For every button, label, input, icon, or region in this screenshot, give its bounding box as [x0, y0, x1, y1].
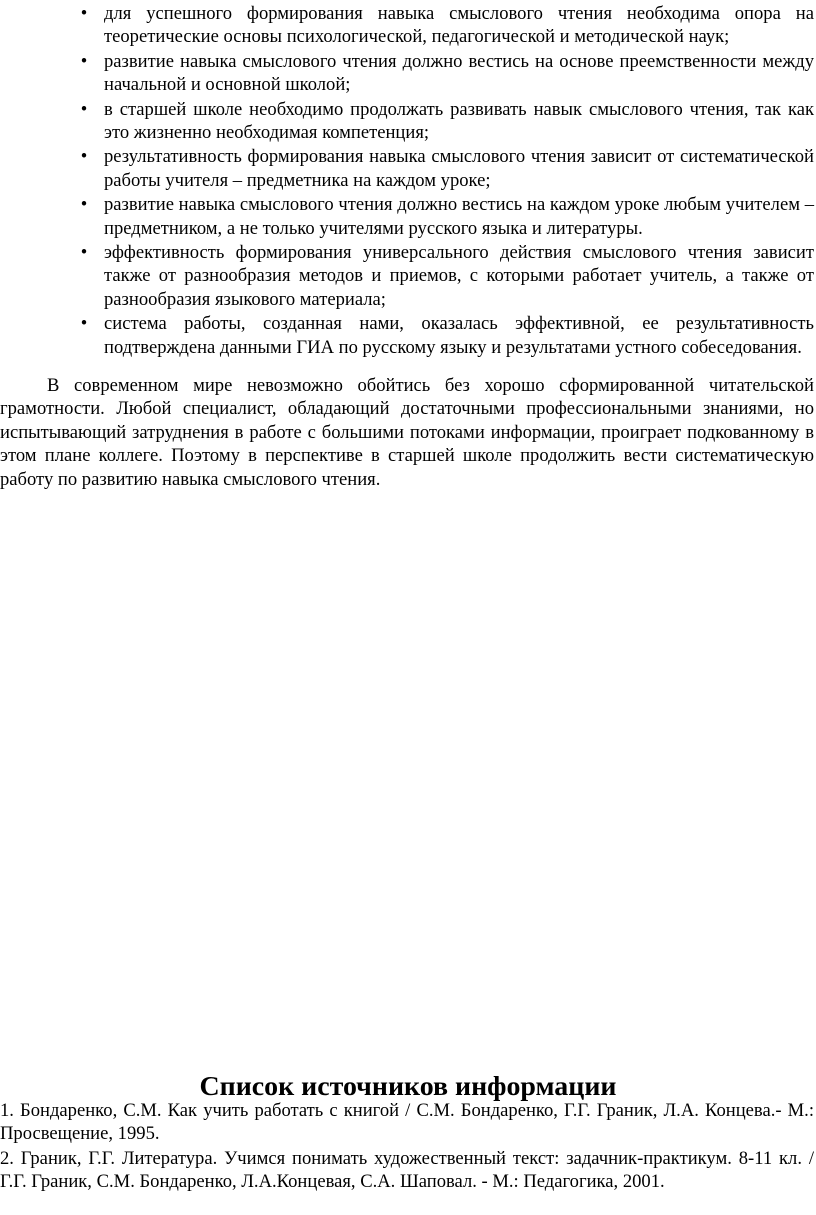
source-item: 2. Граник, Г.Г. Литература. Учимся понимать художественный текст: задачник-практикум. 8-11 кл. / Г.Г. Граник, С.М. Бондаренко, Л.А.Концевая, С.А. Шаповал. - М.: Педагогика, 2001. [0, 1147, 814, 1193]
list-item-text: результативность формирования навыка смыслового чтения зависит от систематической работы учителя – предметника на каждом уроке; [104, 146, 814, 191]
body-paragraph: В современном мире невозможно обойтись без хорошо сформированной читательской грамотности. Любой специалист, обладающий достаточными профессиональными знаниями, но испытывающий затруднения в работе с большими потоками информации, проиграет подкованному в этом плане коллеге. Поэтому в перспективе в старшей школе продолжить вести систематическую работу по развитию навыка смыслового чтения. [0, 375, 814, 490]
bullet-icon: • [80, 313, 88, 335]
sources-title: Список источников информации [199, 1071, 617, 1102]
list-item-text: система работы, созданная нами, оказалась эффективной, ее результативность подтверждена данными ГИА по русскому языку и результатами устного собеседования. [104, 313, 814, 358]
list-item-text: в старшей школе необходимо продолжать развивать навык смыслового чтения, так как это жизненно необходимая компетенция; [104, 98, 814, 144]
list-item [0, 145, 814, 192]
list-item [0, 312, 814, 359]
list-item-text: развитие навыка смыслового чтения должно вестись на каждом уроке любым учителем – предметником, а не только учителями русского языка и литературы. [104, 194, 814, 239]
bullet-icon: • [80, 3, 88, 24]
sources-list [0, 1099, 814, 1195]
list-item [0, 2, 814, 49]
list-item [0, 50, 814, 97]
list-item [0, 98, 814, 145]
bullet-icon: • [80, 98, 88, 120]
conclusions-list [0, 2, 814, 360]
list-item [0, 241, 814, 311]
list-item-text: эффективность формирования универсального действия смыслового чтения зависит также от разнообразия методов и приемов, с которыми работает учитель, а также от разнообразия языкового материала; [104, 242, 814, 310]
bullet-icon: • [80, 146, 88, 168]
list-item-text: для успешного формирования навыка смыслового чтения необходима опора на теоретические основы психологической, педагогической и методической наук; [104, 3, 814, 48]
list-item-text: развитие навыка смыслового чтения должно вестись на основе преемственности между начальной и основной школой; [104, 50, 814, 96]
source-item: 1. Бондаренко, С.М. Как учить работать с книгой / С.М. Бондаренко, Г.Г. Граник, Л.А. Концева.- М.: Просвещение, 1995. [0, 1100, 814, 1145]
bullet-icon: • [80, 242, 88, 264]
bullet-icon: • [80, 50, 88, 72]
bullet-icon: • [80, 194, 88, 216]
list-item [0, 193, 814, 240]
